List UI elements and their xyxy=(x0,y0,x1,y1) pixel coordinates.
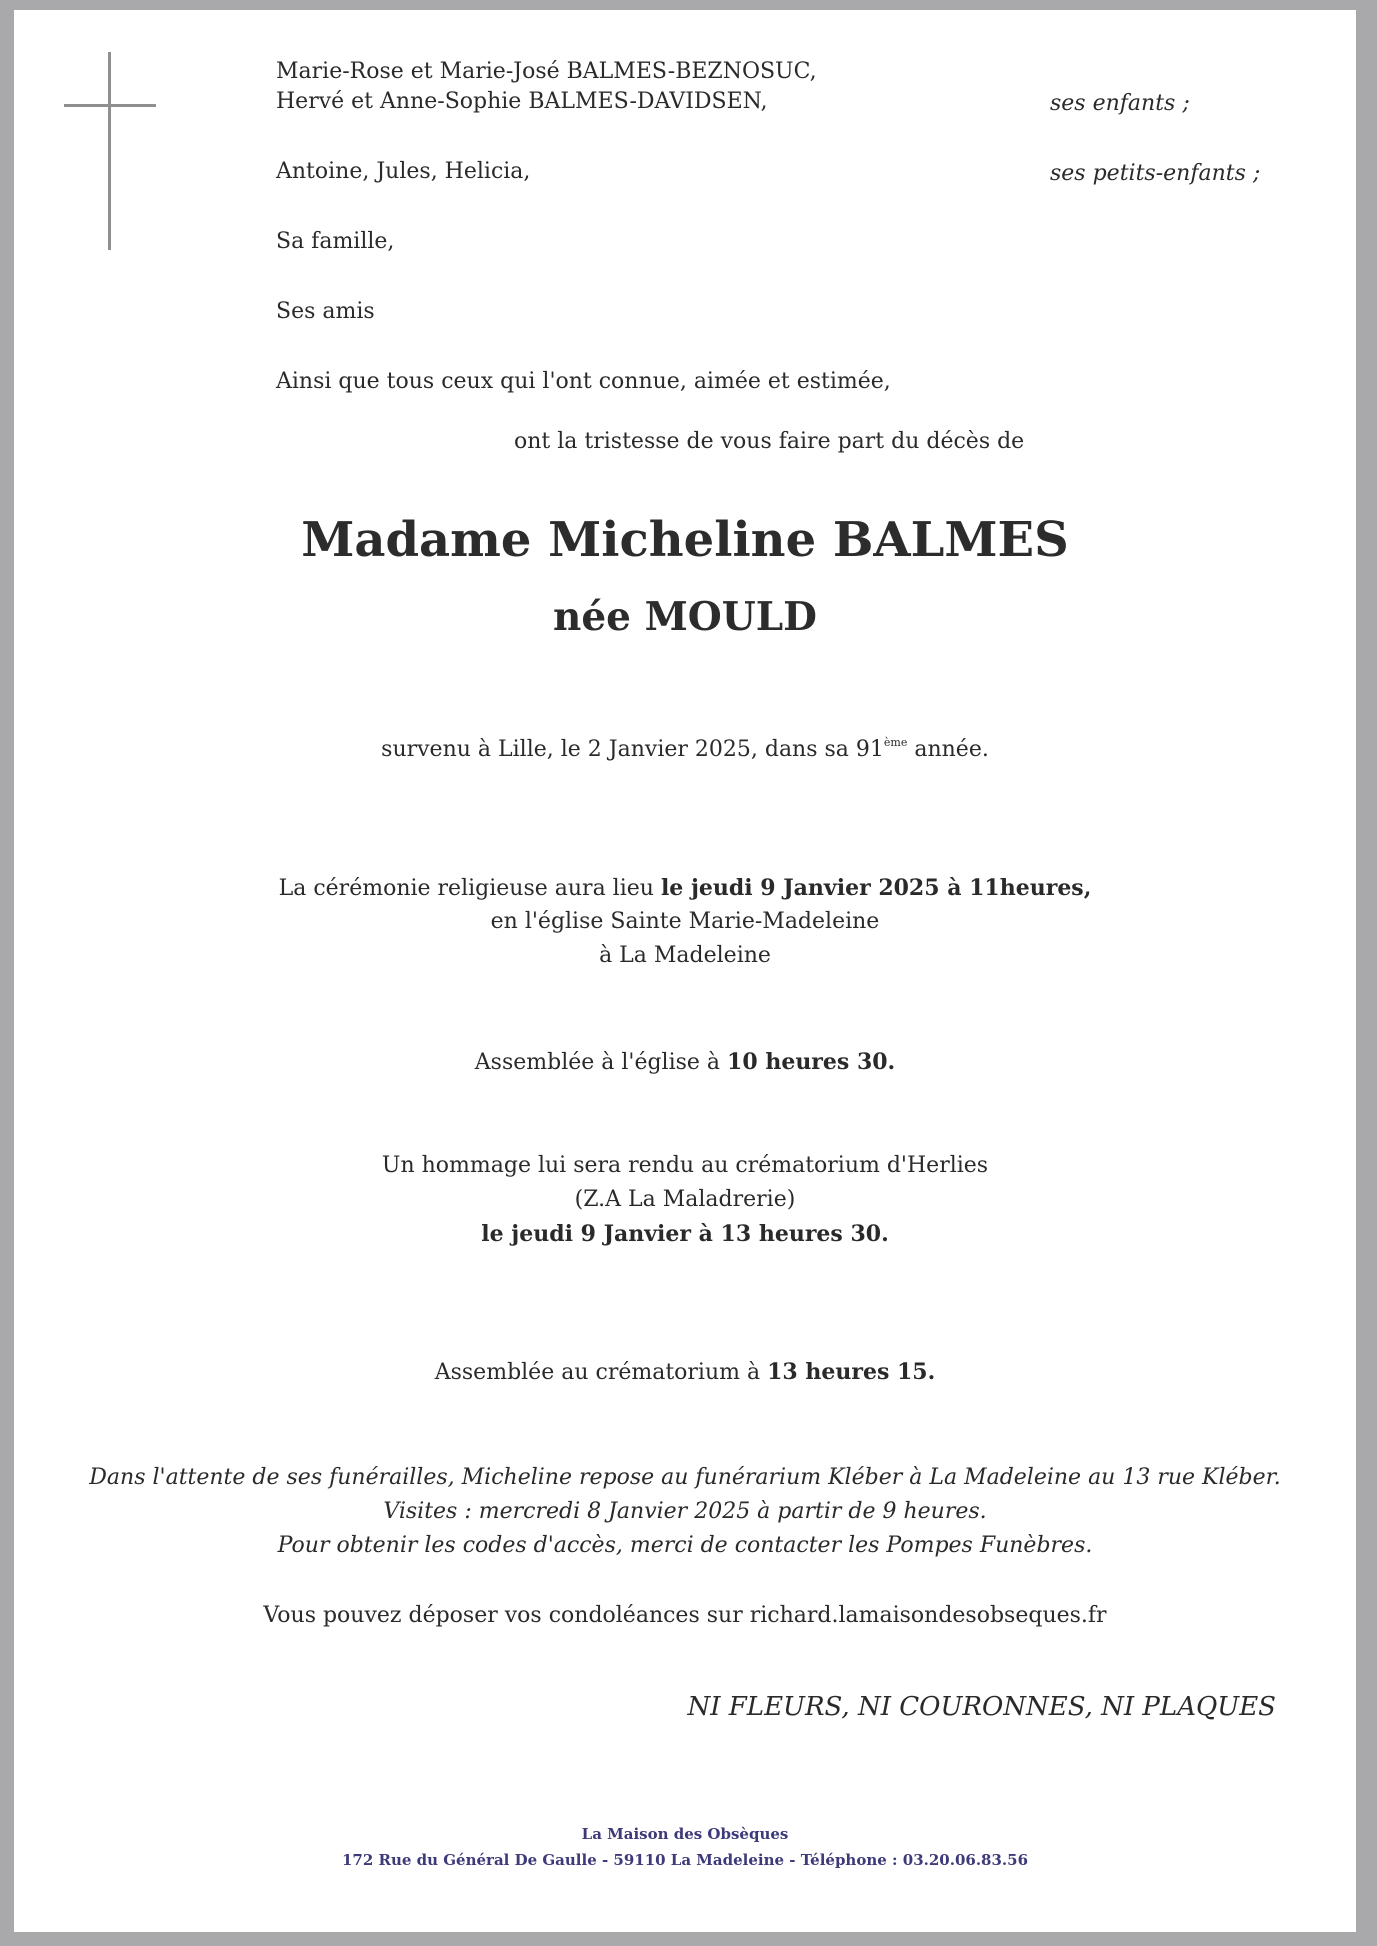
tribute-line-3: le jeudi 9 Janvier à 13 heures 30. xyxy=(481,1221,889,1247)
death-sup: ème xyxy=(883,736,908,749)
deceased-maiden-name: née MOULD xyxy=(553,594,817,640)
ceremony-line-2: en l'église Sainte Marie-Madeleine xyxy=(490,909,880,934)
all-line: Ainsi que tous ceux qui l'ont connue, aimée et estimée, xyxy=(276,369,891,394)
assembly-crematorium-text: Assemblée au crématorium à xyxy=(434,1360,768,1385)
visits-line-2: Visites : mercredi 8 Janvier 2025 à partir de 9 heures. xyxy=(383,1499,987,1524)
assembly-church-text: Assemblée à l'église à xyxy=(474,1050,728,1075)
obituary-page xyxy=(14,10,1356,1932)
ceremony-line-3: à La Madeleine xyxy=(599,943,771,968)
assembly-church-time: 10 heures 30. xyxy=(727,1049,896,1075)
footer-company: La Maison des Obsèques xyxy=(581,1825,789,1843)
ceremony-intro: La cérémonie religieuse aura lieu xyxy=(278,876,661,901)
ceremony-date: le jeudi 9 Janvier 2025 à 11heures, xyxy=(660,875,1092,901)
cross-icon-bar xyxy=(64,104,156,107)
children-line-2: Hervé et Anne-Sophie BALMES-DAVIDSEN, xyxy=(276,89,768,114)
children-role: ses enfants ; xyxy=(1050,91,1190,116)
death-text-end: année. xyxy=(907,737,989,762)
grandchildren-role: ses petits-enfants ; xyxy=(1050,161,1261,186)
friends-line: Ses amis xyxy=(276,299,375,324)
grandchildren: Antoine, Jules, Helicia, xyxy=(276,159,531,184)
deceased-name: Madame Micheline BALMES xyxy=(301,512,1069,568)
death-text: survenu à Lille, le 2 Janvier 2025, dans sa 91 xyxy=(381,737,884,762)
assembly-crematorium-time: 13 heures 15. xyxy=(767,1359,936,1385)
children-line-1: Marie-Rose et Marie-José BALMES-BEZNOSUC, xyxy=(276,59,817,84)
no-flowers-notice: NI FLEURS, NI COURONNES, NI PLAQUES xyxy=(687,1692,1276,1722)
footer-address: 172 Rue du Général De Gaulle - 59110 La Madeleine - Téléphone : 03.20.06.83.56 xyxy=(341,1851,1029,1869)
tribute-line-2: (Z.A La Maladrerie) xyxy=(574,1187,796,1212)
visits-line-1: Dans l'attente de ses funérailles, Micheline repose au funérarium Kléber à La Madeleine au 13 rue Kléber. xyxy=(89,1465,1281,1490)
ceremony-line-1 xyxy=(14,874,1356,903)
assembly-church xyxy=(14,1048,1356,1077)
condolences-line: Vous pouvez déposer vos condoléances sur richard.lamaisondesobseques.fr xyxy=(263,1603,1107,1628)
assembly-crematorium xyxy=(14,1358,1356,1387)
visits-line-3: Pour obtenir les codes d'accès, merci de contacter les Pompes Funèbres. xyxy=(277,1533,1093,1558)
death-info xyxy=(14,736,1356,764)
tribute-line-1: Un hommage lui sera rendu au crématorium d'Herlies xyxy=(381,1153,989,1178)
family-line: Sa famille, xyxy=(276,229,395,254)
cross-icon xyxy=(108,52,111,250)
announcement: ont la tristesse de vous faire part du décès de xyxy=(514,429,1025,454)
